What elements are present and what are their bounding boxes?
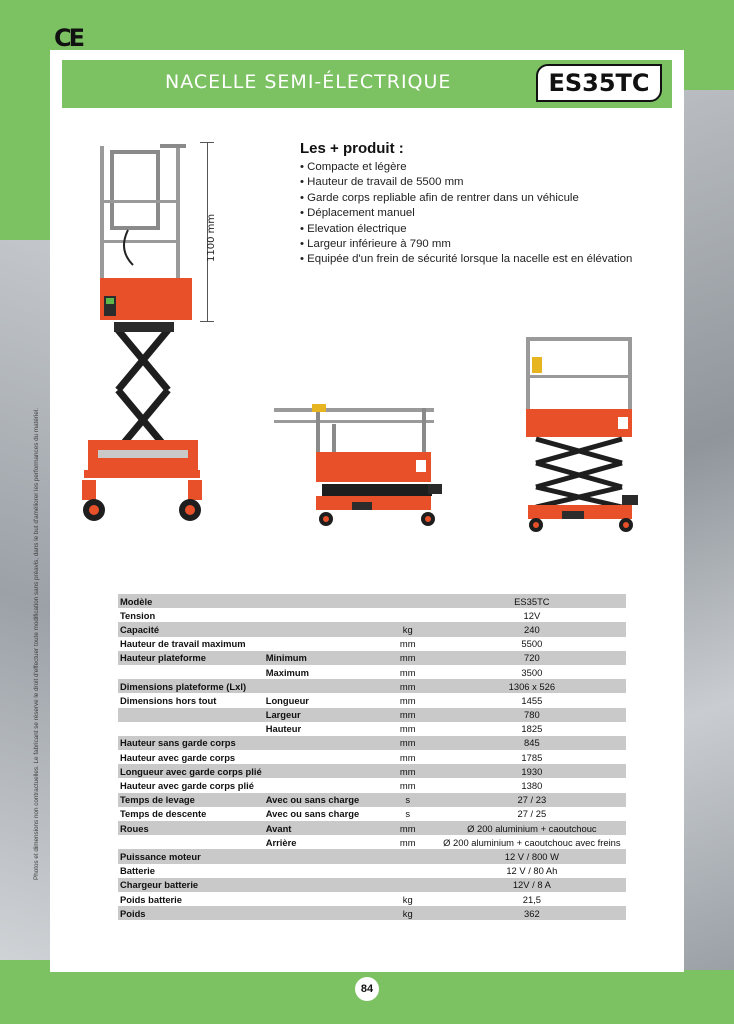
table-cell: 3500: [521, 666, 543, 678]
table-cell: Roues: [118, 821, 264, 835]
table-cell: 1380: [521, 780, 543, 792]
table-cell: 1785: [521, 751, 543, 763]
table-cell: [118, 708, 264, 722]
table-row: [118, 778, 626, 792]
product-image-front-raised: [522, 335, 642, 535]
table-cell: Capacité: [118, 622, 264, 636]
table-cell: s: [405, 808, 411, 820]
table-cell: kg: [378, 622, 438, 636]
table-row: [118, 608, 626, 622]
table-row: [118, 665, 626, 679]
table-cell: mm: [399, 751, 416, 763]
table-row: [118, 821, 626, 835]
table-cell: 780: [438, 708, 626, 722]
table-cell: 21,5: [522, 893, 541, 905]
table-cell: Poids: [118, 906, 264, 920]
table-cell: mm: [378, 764, 438, 778]
feature-item: • Hauteur de travail de 5500 mm: [300, 175, 632, 190]
table-cell: Hauteur de travail maximum: [120, 638, 246, 650]
ce-mark: CE: [54, 24, 83, 52]
table-cell: Ø 200 aluminium + caoutchouc: [438, 821, 626, 835]
table-cell: Minimum: [264, 651, 378, 665]
background-pattern-right: [684, 90, 734, 970]
table-row: [118, 835, 626, 849]
table-cell: mm: [378, 708, 438, 722]
table-cell: mm: [399, 694, 416, 706]
table-row: [118, 906, 626, 920]
table-cell: [264, 906, 378, 920]
table-cell: Hauteur plateforme: [118, 651, 264, 665]
table-cell: 720: [438, 651, 626, 665]
table-cell: mm: [399, 666, 416, 678]
table-cell: [264, 878, 378, 892]
table-cell: [264, 622, 378, 636]
table-cell: Hauteur avec garde corps: [120, 751, 236, 763]
table-row: [118, 708, 626, 722]
table-cell: Dimensions hors tout: [120, 694, 217, 706]
table-cell: 1930: [438, 764, 626, 778]
table-cell: [264, 594, 378, 608]
table-row: [118, 849, 626, 863]
table-cell: Ø 200 aluminium + caoutchouc avec freins: [443, 836, 621, 848]
table-cell: 1825: [521, 723, 543, 735]
feature-item: • Largeur inférieure à 790 mm: [300, 237, 632, 252]
table-cell: Avant: [264, 821, 378, 835]
table-cell: Hauteur sans garde corps: [118, 736, 264, 750]
table-cell: Dimensions plateforme (Lxl): [118, 679, 264, 693]
product-image-folded: [272, 402, 442, 532]
table-cell: Avec ou sans charge: [264, 793, 378, 807]
background-pattern-left: [0, 240, 50, 960]
table-cell: Hauteur avec garde corps plié: [120, 780, 254, 792]
table-row: [118, 864, 626, 878]
table-cell: 27 / 23: [438, 793, 626, 807]
dimension-tick-top: [200, 142, 214, 143]
table-row: [118, 679, 626, 693]
table-cell: Largeur: [264, 708, 378, 722]
table-cell: Tension: [120, 609, 156, 621]
table-cell: 5500: [521, 638, 543, 650]
features-title: Les + produit :: [300, 140, 404, 157]
product-image-side-raised: [78, 140, 208, 532]
model-badge: ES35TC: [536, 64, 662, 102]
table-cell: [264, 736, 378, 750]
dimension-tick-bottom: [200, 321, 214, 322]
table-row: [118, 693, 626, 707]
table-cell: mm: [378, 679, 438, 693]
feature-item: • Garde corps repliable afin de rentrer dans un véhicule: [300, 191, 632, 206]
table-cell: mm: [399, 780, 416, 792]
table-row: [118, 594, 626, 608]
table-cell: 1455: [521, 694, 543, 706]
table-cell: mm: [399, 836, 416, 848]
page-number: 84: [355, 977, 379, 1001]
table-cell: [264, 864, 378, 878]
table-cell: kg: [402, 893, 413, 905]
table-cell: Chargeur batterie: [118, 878, 264, 892]
table-cell: Maximum: [265, 666, 309, 678]
table-cell: 12V / 8 A: [438, 878, 626, 892]
feature-item: • Compacte et légère: [300, 160, 632, 175]
table-cell: 362: [438, 906, 626, 920]
table-cell: Avec ou sans charge: [265, 808, 360, 820]
table-cell: ES35TC: [438, 594, 626, 608]
disclaimer-note: Photos et dimensions non contractuelles. Le fabricant se réserve le droit d'effectuer toute modification sans préavis, dans le but d'améliorer les performances du matériel.: [33, 407, 40, 880]
table-cell: mm: [378, 736, 438, 750]
table-cell: mm: [399, 638, 416, 650]
table-cell: [378, 594, 438, 608]
table-row: [118, 651, 626, 665]
table-cell: Temps de descente: [120, 808, 207, 820]
table-cell: 12 V / 800 W: [438, 849, 626, 863]
table-cell: [118, 722, 264, 736]
feature-item: • Equipée d'un frein de sécurité lorsque la nacelle est en élévation: [300, 252, 632, 267]
table-cell: [118, 835, 264, 849]
table-cell: [378, 849, 438, 863]
table-cell: Longueur avec garde corps plié: [120, 765, 262, 777]
table-cell: Batterie: [120, 865, 155, 877]
table-cell: 240: [438, 622, 626, 636]
table-row: [118, 736, 626, 750]
table-row: [118, 764, 626, 778]
table-row: [118, 878, 626, 892]
table-row: [118, 750, 626, 764]
table-cell: mm: [399, 723, 416, 735]
table-cell: [378, 864, 438, 878]
table-cell: [264, 750, 378, 764]
table-cell: Hauteur: [265, 723, 302, 735]
table-row: [118, 637, 626, 651]
table-cell: [264, 849, 378, 863]
table-cell: [378, 608, 438, 622]
dimension-label: 1100 mm: [206, 213, 217, 262]
table-row: [118, 807, 626, 821]
feature-item: • Déplacement manuel: [300, 206, 632, 221]
table-cell: Temps de levage: [118, 793, 264, 807]
table-cell: 12 V / 80 Ah: [506, 865, 558, 877]
page-title: NACELLE SEMI-ÉLECTRIQUE: [165, 71, 452, 93]
table-cell: kg: [378, 906, 438, 920]
table-cell: [264, 764, 378, 778]
table-cell: [118, 665, 264, 679]
table-cell: Arrière: [265, 836, 297, 848]
table-cell: Modèle: [118, 594, 264, 608]
table-cell: 27 / 25: [517, 808, 547, 820]
table-cell: Poids batterie: [120, 893, 182, 905]
table-cell: Puissance moteur: [118, 849, 264, 863]
table-cell: [378, 878, 438, 892]
specs-table: [118, 594, 626, 920]
table-row: [118, 892, 626, 906]
table-cell: [264, 679, 378, 693]
table-row: [118, 793, 626, 807]
table-cell: Longueur: [265, 694, 309, 706]
table-row: [118, 622, 626, 636]
table-cell: 12V: [523, 609, 541, 621]
table-cell: s: [378, 793, 438, 807]
table-cell: [264, 778, 378, 792]
table-cell: [264, 892, 378, 906]
table-cell: mm: [378, 651, 438, 665]
table-cell: 1306 x 526: [438, 679, 626, 693]
feature-item: • Elevation électrique: [300, 222, 632, 237]
table-cell: mm: [378, 821, 438, 835]
table-cell: 845: [438, 736, 626, 750]
table-cell: [264, 608, 378, 622]
table-cell: [264, 637, 378, 651]
table-row: [118, 722, 626, 736]
features-section: [300, 140, 632, 268]
